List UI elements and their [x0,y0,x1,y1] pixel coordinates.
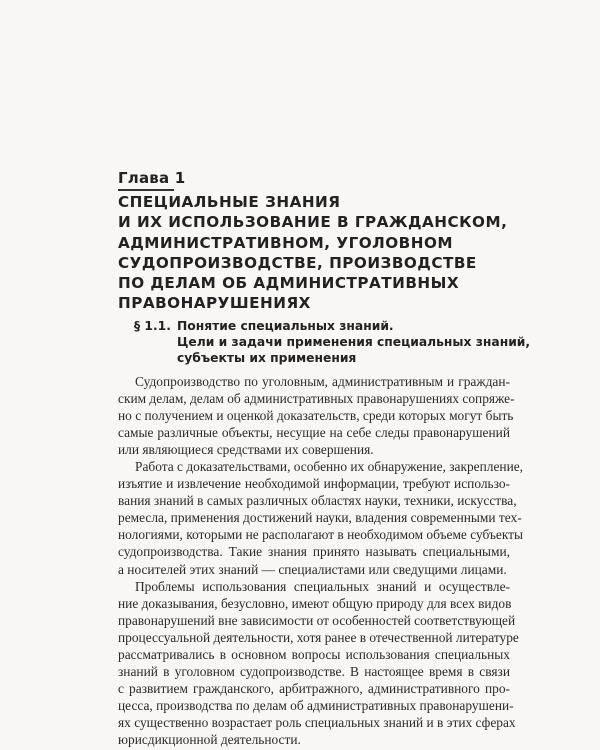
paragraph [118,578,519,748]
section-title-line: Понятие специальных знаний. [177,319,394,333]
text-line: знаний в уголовном судопроизводстве. В настоящее время в связи [118,663,510,679]
paragraph [118,458,524,577]
chapter-title-line: ПРАВОНАРУШЕНИЯХ [118,294,311,313]
section-heading [134,318,531,366]
chapter-label: Глава 1 [118,169,186,187]
text-line: ремесла, применения достижений науки, владения современными тех- [118,510,522,526]
chapter-title-line: АДМИНИСТРАТИВНОМ, УГОЛОВНОМ [118,233,453,252]
text-line: самые различные объекты, несущие на себе следы правонарушений [118,425,510,441]
text-line: но с получением и оценкой доказательств, среди которых могут быть [118,408,514,424]
chapter-title-line: СПЕЦИАЛЬНЫЕ ЗНАНИЯ [118,193,341,211]
text-line: ях существенно возрастает роль специальных знаний и в этих сферах [118,714,516,730]
text-line: судопроизводства. Такие знания принято называть специальными, [118,544,510,560]
text-line: нологиями, которыми не располагают в необходимом объеме субъекты [118,527,524,543]
text-line: цесса, производства по делам об административных правонарушени- [118,697,514,713]
text-line: ским делам, делам об административных правонарушениях сопряже- [118,391,515,407]
text-line: юрисдикционной деятельности. [118,731,301,747]
section-number: § 1.1. [134,319,171,333]
text-line: ние доказывания, безусловно, имеют общую природу для всех видов [118,595,512,611]
text-line: а носителей этих знаний — специалистами или сведущими лицами. [118,561,507,577]
chapter-title-line: И ИХ ИСПОЛЬЗОВАНИЕ В ГРАЖДАНСКОМ, [118,213,508,232]
text-line: с развитием гражданского, арбитражного, административного про- [118,680,510,696]
chapter-underline [118,189,174,191]
text-line: Работа с доказательствами, особенно их обнаружение, закрепление, [135,459,524,475]
chapter-title-line: СУДОПРОИЗВОДСТВЕ, ПРОИЗВОДСТВЕ [118,253,477,272]
text-line: правонарушений вне зависимости от особенностей соответствующей [118,612,516,628]
body-text [118,373,524,748]
text-line: изъятие и извлечение необходимой информации, требуют использо- [118,476,510,492]
section-title-line: субъекты их применения [177,351,357,365]
chapter-title [118,192,518,314]
text-line: процессуальной деятельности, хотя ранее в отечественной литературе [118,629,519,645]
text-line: вания знаний в самых различных областях науки, техники, искусства, [118,493,517,509]
text-line: или являющиеся средствами их совершения. [118,442,374,458]
paragraph [118,373,515,458]
chapter-title-line: ПО ДЕЛАМ ОБ АДМИНИСТРАТИВНЫХ [118,274,460,293]
section-title-line: Цели и задачи применения специальных знаний, [177,335,531,349]
text-line: Судопроизводство по уголовным, административным и граждан- [135,374,510,389]
text-line: Проблемы использования специальных знаний и осуществле- [135,578,510,594]
text-line: рассматривались в основном вопросы использования специальных [118,646,510,662]
